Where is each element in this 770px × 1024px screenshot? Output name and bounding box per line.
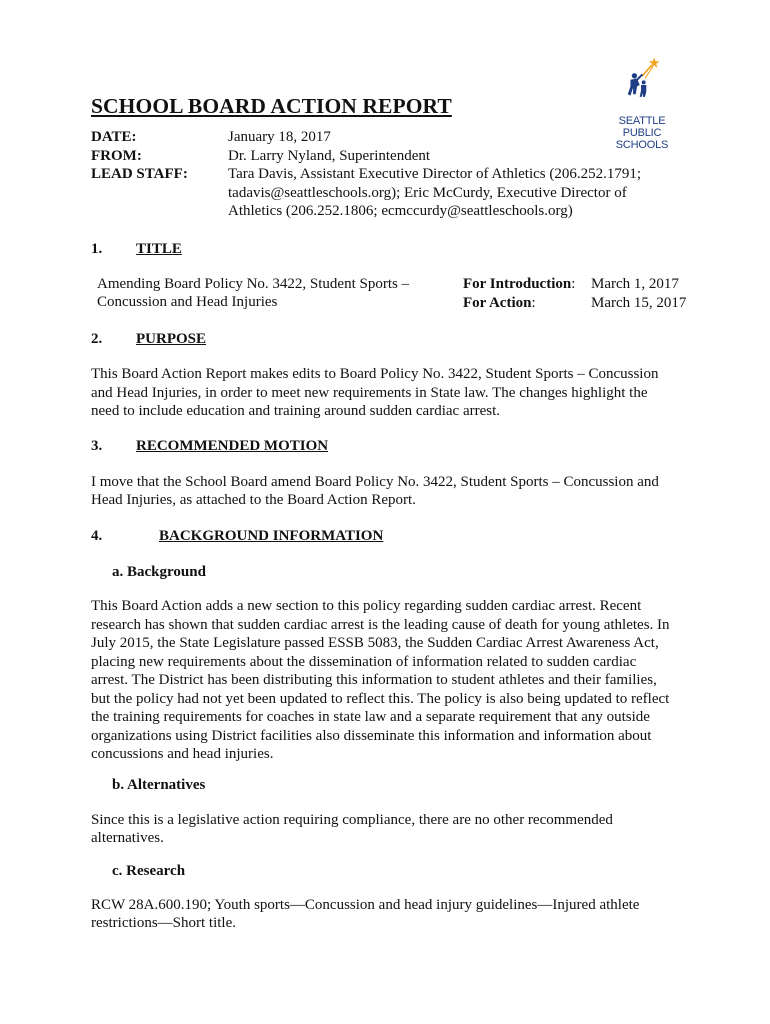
background-line-8: organizations using District facilities also disseminate this information and information about bbox=[91, 728, 652, 744]
lead-staff-line-3: Athletics (206.252.1806; ecmccurdy@seattleschools.org) bbox=[228, 203, 573, 219]
for-action-date: March 15, 2017 bbox=[591, 295, 687, 311]
for-action-colon: : bbox=[531, 295, 536, 311]
background-line-4: placing new requirements about the dissemination of information related to sudden cardiac bbox=[91, 654, 637, 670]
section-1-heading: TITLE bbox=[136, 241, 182, 257]
section-4-number: 4. bbox=[91, 528, 103, 544]
purpose-line-2: and Head Injuries, in order to meet new requirements in State law. The changes highlight the bbox=[91, 385, 648, 401]
title-line-2: Concussion and Head Injuries bbox=[97, 294, 278, 310]
for-action-row bbox=[463, 294, 536, 313]
research-subheading: c. Research bbox=[112, 863, 186, 879]
purpose-line-1: This Board Action Report makes edits to Board Policy No. 3422, Student Sports – Concussion bbox=[91, 366, 659, 382]
logo-text-schools: SCHOOLS bbox=[615, 139, 669, 151]
section-1-number: 1. bbox=[91, 241, 103, 257]
lead-staff-line-1: Tara Davis, Assistant Executive Director of Athletics (206.252.1791; bbox=[228, 166, 642, 182]
for-action-label: For Action bbox=[463, 295, 532, 311]
from-label: FROM: bbox=[91, 148, 142, 164]
alternatives-line-1: Since this is a legislative action requiring compliance, there are no other recommended bbox=[91, 812, 613, 828]
section-2-heading: PURPOSE bbox=[136, 331, 207, 347]
for-introduction-date: March 1, 2017 bbox=[591, 276, 679, 292]
lead-staff-label: LEAD STAFF: bbox=[91, 166, 188, 182]
background-line-5: arrest. The District has been distributing this information to student athletes and their families, bbox=[91, 672, 657, 688]
section-3-heading: RECOMMENDED MOTION bbox=[136, 438, 329, 454]
motion-line-2: Head Injuries, as attached to the Board Action Report. bbox=[91, 492, 416, 508]
purpose-line-3: need to include education and training around sudden cardiac arrest. bbox=[91, 403, 501, 419]
title-line-1: Amending Board Policy No. 3422, Student Sports – bbox=[97, 276, 410, 292]
date-label: DATE: bbox=[91, 129, 137, 145]
logo-text-public: PUBLIC bbox=[622, 127, 662, 139]
date-value: January 18, 2017 bbox=[228, 129, 331, 145]
research-line-1: RCW 28A.600.190; Youth sports—Concussion and head injury guidelines—Injured athlete bbox=[91, 897, 640, 913]
alternatives-subheading: b. Alternatives bbox=[112, 777, 206, 793]
background-line-2: research has shown that sudden cardiac arrest is the leading cause of death for young athletes. In bbox=[91, 617, 670, 633]
for-introduction-label: For Introduction bbox=[463, 276, 572, 292]
research-line-2: restrictions—Short title. bbox=[91, 915, 236, 931]
background-line-6: but the policy had not yet been updated to reflect this. The policy is also being updated to reflect bbox=[91, 691, 670, 707]
background-subheading: a. Background bbox=[112, 564, 206, 580]
section-2-number: 2. bbox=[91, 331, 103, 347]
background-line-1: This Board Action adds a new section to this policy regarding sudden cardiac arrest. Recent bbox=[91, 598, 642, 614]
background-line-3: July 2015, the State Legislature passed ESSB 5083, the Sudden Cardiac Arrest Awareness Act, bbox=[91, 635, 659, 651]
background-line-9: concussions and head injuries. bbox=[91, 746, 274, 762]
logo-text-seattle: SEATTLE bbox=[618, 115, 666, 127]
background-line-7: the training requirements for coaches in state law and a separate requirement that any outside bbox=[91, 709, 650, 725]
section-3-number: 3. bbox=[91, 438, 103, 454]
seattle-public-schools-logo bbox=[612, 56, 674, 122]
motion-line-1: I move that the School Board amend Board Policy No. 3422, Student Sports – Concussion and bbox=[91, 474, 659, 490]
for-introduction-row bbox=[463, 275, 575, 294]
alternatives-line-2: alternatives. bbox=[91, 830, 164, 846]
for-introduction-colon: : bbox=[571, 276, 576, 292]
report-title: SCHOOL BOARD ACTION REPORT bbox=[91, 94, 452, 118]
from-value: Dr. Larry Nyland, Superintendent bbox=[228, 148, 431, 164]
section-4-heading: BACKGROUND INFORMATION bbox=[159, 528, 384, 544]
lead-staff-line-2: tadavis@seattleschools.org); Eric McCurdy, Executive Director of bbox=[228, 185, 627, 201]
